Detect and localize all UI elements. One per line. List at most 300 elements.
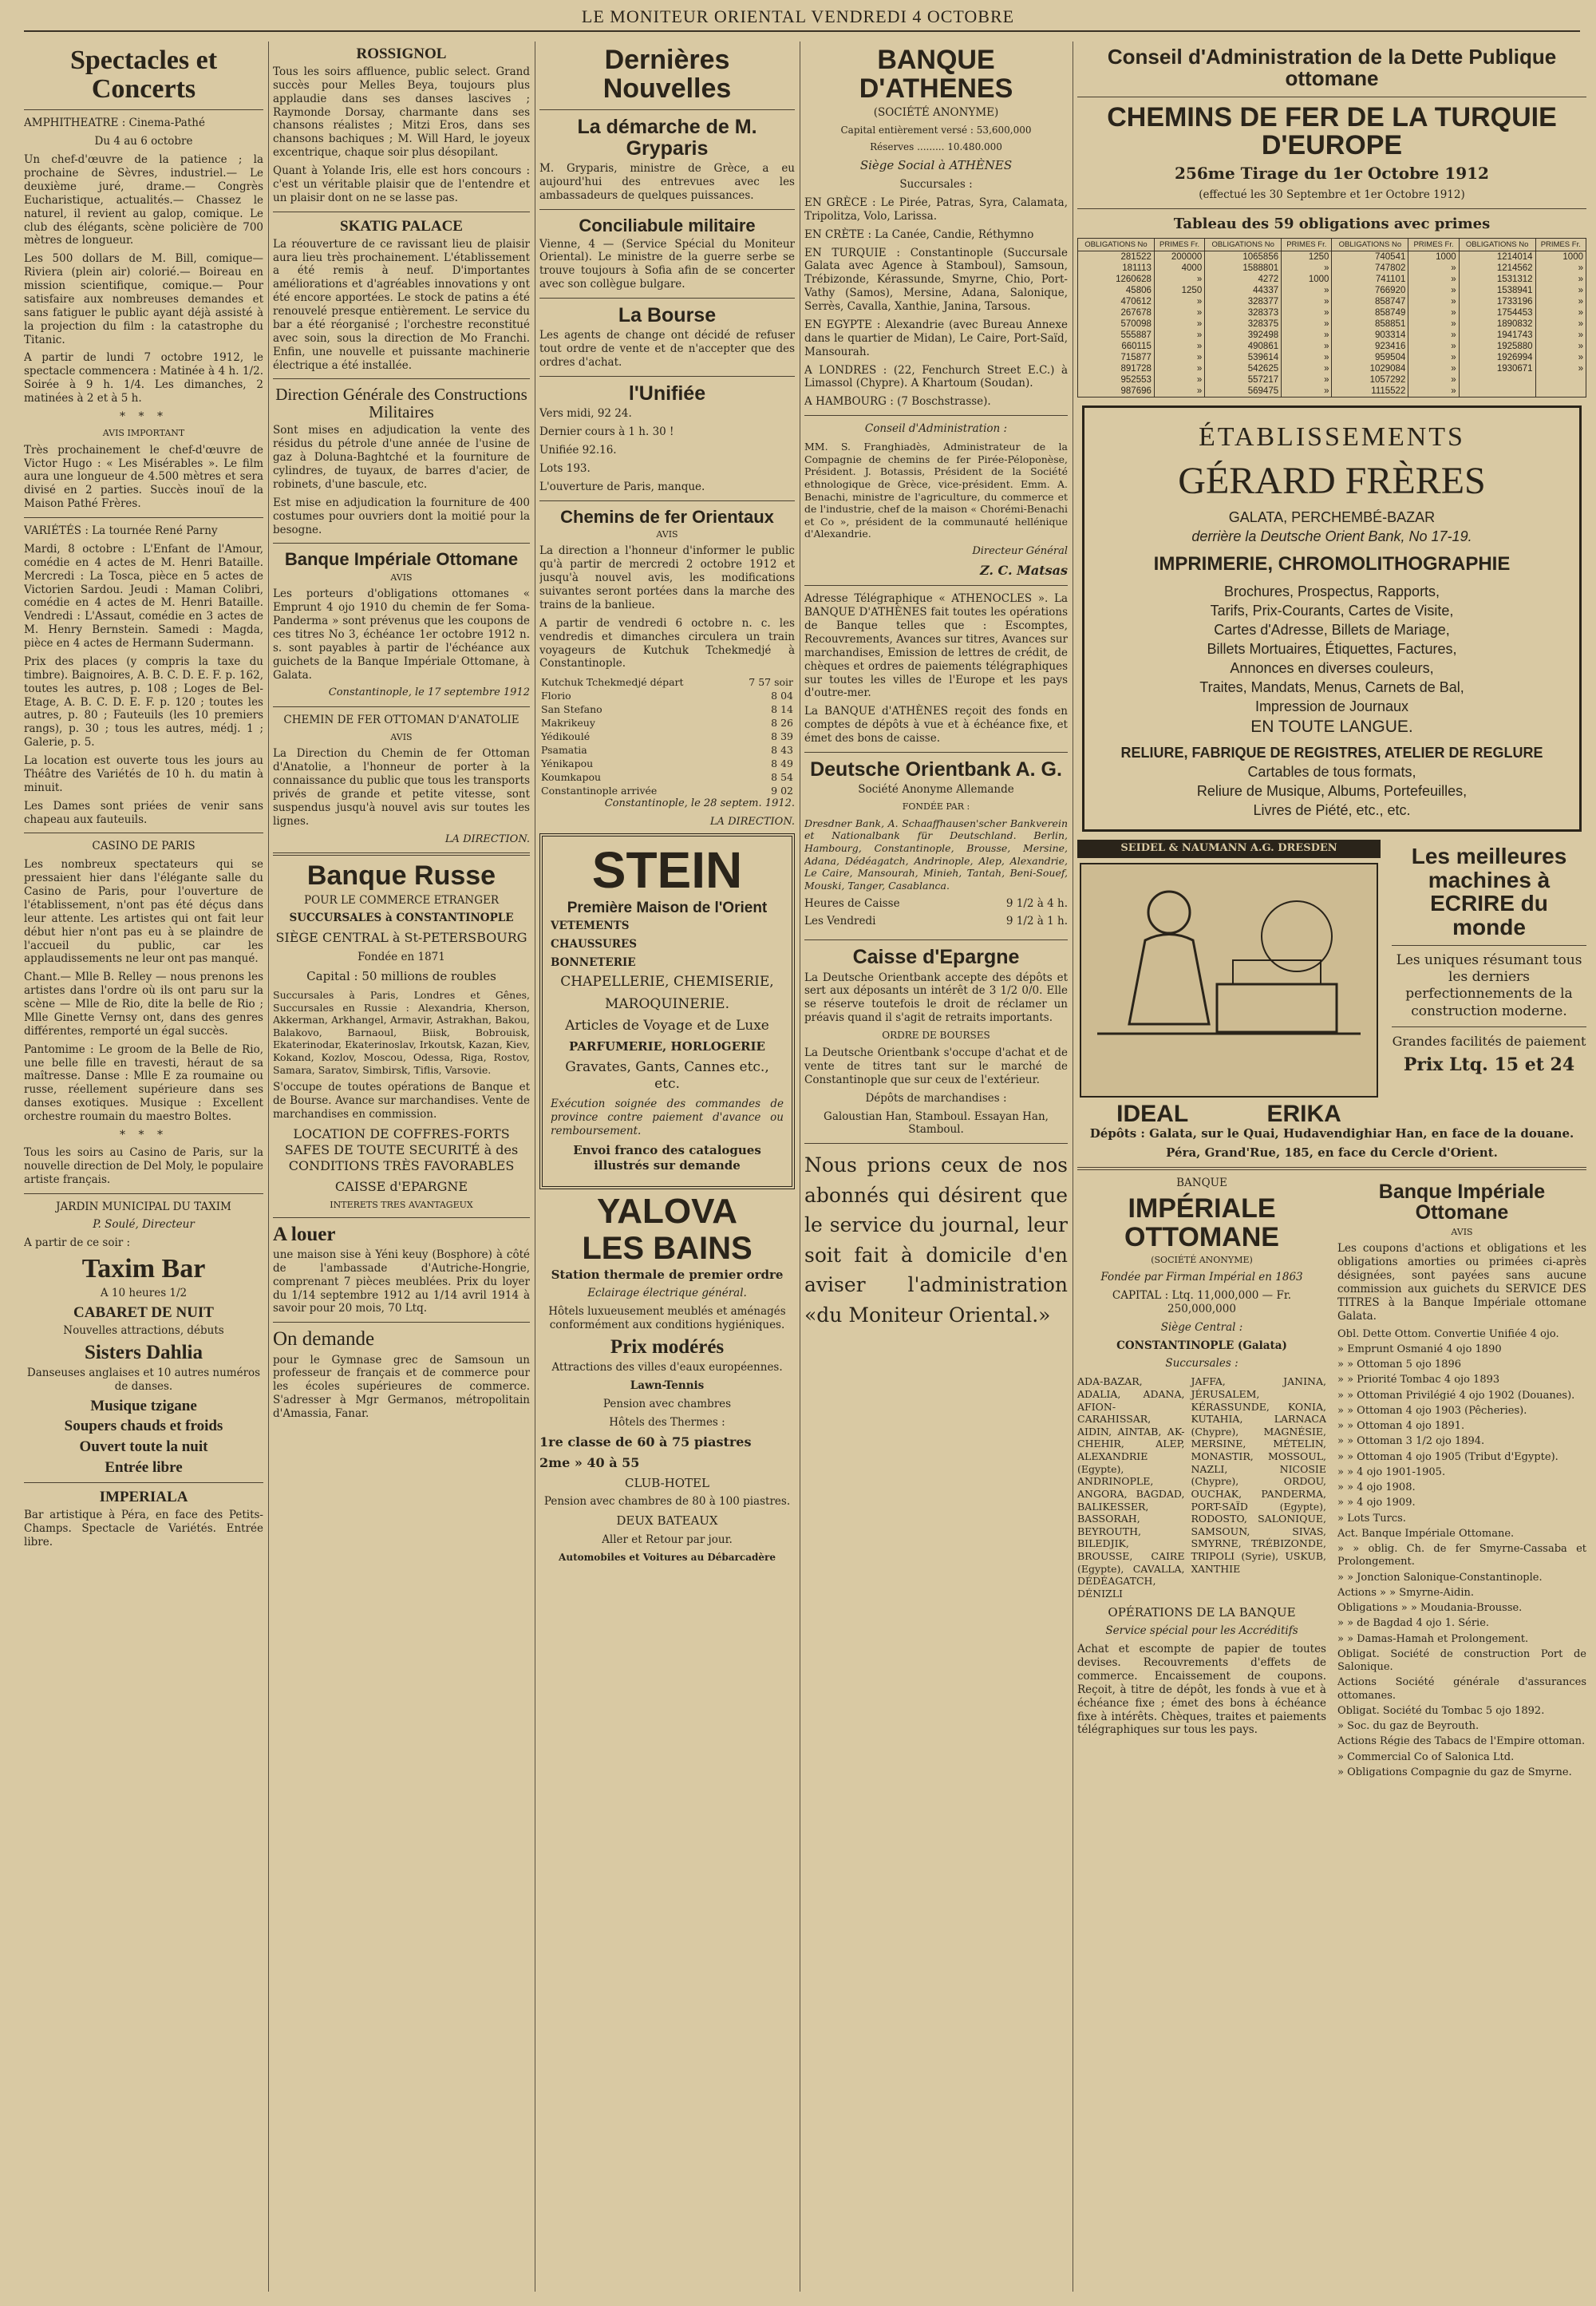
demande-text: pour le Gymnase grec de Samsoun un professeur de français et de commerce pour les écoles supérieures de commerce. S'adresser à Mgr Germanos, métropolitain d'Amassia, Fanar. xyxy=(273,1353,530,1420)
bond-prime: 1250 xyxy=(1154,285,1204,296)
tirage-sub: (effectué les 30 Septembre et 1er Octobre 1912) xyxy=(1199,188,1465,201)
bond-number: 4272 xyxy=(1205,274,1282,285)
divider xyxy=(24,1193,263,1194)
bonds-row xyxy=(1078,251,1586,263)
conseil-heading: Conseil d'Administration : xyxy=(864,422,1008,436)
divider xyxy=(1077,1167,1586,1170)
dob-text: Dresdner Bank, A. Schaaffhausen'scher Bankverein et Nationalbank für Deutschland. Berlin, Hambourg, Constantinople, Brousse, Mersine, Adana, Dédéagatch, Andrinople, Alep, Alexandrie, Le Caire, Mansourah, Minieh, Tantah, Beni-Souef, Mouski, Tanger, Casablanca. xyxy=(804,817,1068,892)
avis-heading: AVIS IMPORTANT xyxy=(102,427,185,438)
bond-number: 44337 xyxy=(1205,285,1282,296)
separator-stars: * * * xyxy=(120,409,168,423)
bourse-text: Les agents de change ont décidé de refuser tout ordre de vente et de n'accepter que des ordres d'achat. xyxy=(539,329,795,370)
timetable-time: 8 49 xyxy=(771,757,793,770)
gryparis-heading: La démarche de M. Gryparis xyxy=(577,116,757,160)
bonds-header: OBLIGATIONS No xyxy=(1332,239,1408,251)
taxim-bar: Taxim Bar xyxy=(81,1254,206,1284)
heures-value: 9 1/2 à 4 h. xyxy=(1005,896,1068,910)
timetable-station: Psamatia xyxy=(541,744,587,757)
timetable-row xyxy=(539,675,795,689)
bond-prime xyxy=(1535,386,1586,398)
stein-line: PARFUMERIE, HORLOGERIE xyxy=(569,1039,765,1054)
timetable-row xyxy=(539,689,795,702)
bond-prime: » xyxy=(1408,352,1459,363)
casino-text: Chant.— Mlle B. Relley — nous prenons les artistes dans l'ordre où ils ont paru sur la scène — Mlle de Rio, dite la belle de Rio ; Mlle Ginette Vernsy ont, dans des genres différentes, remporté un égal succès. xyxy=(24,971,263,1038)
yalova-hotels: Hôtels des Thermes : xyxy=(609,1415,725,1429)
gerard-line: Reliure de Musique, Albums, Portefeuilles, xyxy=(1196,783,1468,800)
skatig-text: La réouverture de ce ravissant lieu de plaisir aura lieu très prochainement. L'établissement a été remis à neuf. D'importantes améliorations et d'agréables innovations y ont été encore apportées. Le stock de patins a été renouvelé presque entièrement. Le service du bar a été réorganisé ; l'orchestre reconstitué avec soin, sous la direction de Mo Franchi. Enfin, une nouvelle et puissante machinerie électrique a été installée. xyxy=(273,237,530,372)
gerard-addr2: derrière la Deutsche Orient Bank, No 17-19. xyxy=(1191,528,1472,545)
taxim-hours: A 10 heures 1/2 xyxy=(100,1286,188,1299)
running-head: LE MONITEUR ORIENTAL VENDREDI 4 OCTOBRE xyxy=(581,6,1015,26)
top-rule xyxy=(24,30,1580,32)
stein-line: VETEMENTS xyxy=(551,919,630,932)
bio3-item: » » de Bagdad 4 ojo 1. Série. xyxy=(1337,1617,1490,1630)
bond-prime: » xyxy=(1154,274,1204,285)
timetable-time: 8 14 xyxy=(771,703,793,716)
dg-text: Sont mises en adjudication la vente des résidus du pétrole d'une année de l'usine de gaz à Doluna-Baghtché et la fourniture de cylindres, de tuyaux, de barres d'acier, de robinets, d'une bascule, etc. xyxy=(273,424,530,491)
bond-prime: » xyxy=(1282,374,1332,386)
divider xyxy=(1392,945,1586,946)
athenes-turquie: EN TURQUIE : Constantinople (Succursale Galata avec Agence à Stamboul), Samsoun, Trébizonde, Kérassunde, Smyrne, Chio, Port-Vathy (Samos), Mersine, Adana, Salonique, Serrès, Cavalla, Xanthie, Janina, Tarsous. xyxy=(804,246,1068,313)
separator-stars: * * * xyxy=(120,1128,168,1141)
athenes-capital: Capital entièrement versé : 53,600,000 xyxy=(840,125,1032,136)
yalova-prix: Prix modérés xyxy=(610,1335,725,1358)
timetable-row xyxy=(539,770,795,784)
bond-prime: » xyxy=(1535,318,1586,330)
yalova-bains: LES BAINS xyxy=(582,1230,753,1266)
divider xyxy=(273,852,530,856)
bonds-row xyxy=(1078,341,1586,352)
bond-prime: » xyxy=(1535,274,1586,285)
bonds-row xyxy=(1078,352,1586,363)
typewriter-depots: Dépôts : Galata, sur le Quai, Hudavendighiar Han, en face de la douane. xyxy=(1089,1125,1574,1141)
imperiala-heading: IMPERIALA xyxy=(99,1489,188,1506)
bond-prime: » xyxy=(1408,318,1459,330)
vendredi-row xyxy=(804,915,1068,933)
divider xyxy=(273,378,530,379)
concil-text: Vienne, 4 — (Service Spécial du Moniteur Oriental). Le ministre de la guerre serbe se trouve toujours à Sofia afin de se concerter avec son collègue bulgare. xyxy=(539,237,795,291)
cabaret-sub: Nouvelles attractions, débuts xyxy=(63,1323,224,1337)
divider xyxy=(273,706,530,707)
bond-prime: » xyxy=(1535,352,1586,363)
divider xyxy=(804,1143,1068,1144)
yalova-classe: 2me » 40 à 55 xyxy=(539,1454,640,1470)
column-1 xyxy=(24,42,263,2292)
divider xyxy=(273,543,530,544)
bond-prime: » xyxy=(1535,307,1586,318)
bonds-header: PRIMES Fr. xyxy=(1408,239,1459,251)
bio3-item: » » Ottoman Privilégié 4 ojo 1902 (Douanes). xyxy=(1337,1389,1575,1402)
stein-line: MAROQUINERIE. xyxy=(604,995,729,1012)
bond-number: 740541 xyxy=(1332,251,1408,263)
bond-prime: » xyxy=(1154,330,1204,341)
divider xyxy=(539,209,795,210)
cfo-signature: LA DIRECTION. xyxy=(444,833,530,845)
bio2-ops: OPÉRATIONS DE LA BANQUE xyxy=(1108,1604,1296,1620)
bio3-text: Les coupons d'actions et obligations et les obligations amorties ou primées ci-après désignées, sont payées sans aucune commission aux guichets du SERVICE DES TITRES à la Banque Impériale ottomane Galata. xyxy=(1337,1242,1586,1323)
bio-text: Les porteurs d'obligations ottomanes « Emprunt 4 ojo 1910 du chemin de fer Soma-Panderma » sont prévenus que les coupons de ces titres No 3, échéance 1er octobre 1912 n. s. sont payables à partir de l'échéance aux guichets de la Banque Impériale Ottomane, à Galata. xyxy=(273,587,530,682)
bond-number: 542625 xyxy=(1205,363,1282,374)
cfor-date: Constantinople, le 28 septem. 1912. xyxy=(604,797,795,810)
bond-prime: 4000 xyxy=(1154,263,1204,274)
heures-row xyxy=(804,897,1068,916)
gryparis-text: M. Gryparis, ministre de Grèce, a eu aujourd'hui des entrevues avec les ambassadeurs de quelques puissances. xyxy=(539,161,795,202)
bond-number: 1260628 xyxy=(1078,274,1155,285)
bonds-header: PRIMES Fr. xyxy=(1535,239,1586,251)
cfo-avis: AVIS xyxy=(390,731,413,742)
concil-heading: Conciliabule militaire xyxy=(579,215,756,235)
timetable-station: San Stefano xyxy=(541,703,602,716)
bond-number: 923416 xyxy=(1332,341,1408,352)
bio2-fondee: Fondée par Firman Impérial en 1863 xyxy=(1100,1271,1303,1284)
bio2-siege: Siège Central : xyxy=(1160,1320,1243,1334)
divider xyxy=(539,500,795,501)
tirage: 256me Tirage du 1er Octobre 1912 xyxy=(1175,163,1489,183)
stein-line: Articles de Voyage et de Luxe xyxy=(565,1017,769,1034)
bio-avis: AVIS xyxy=(390,572,413,583)
bio2-capital: CAPITAL : Ltq. 11,000,000 — Fr. 250,000,000 xyxy=(1112,1288,1292,1315)
amphi-text: Un chef-d'œuvre de la patience ; la prochaine de Sèvres, industriel.— Le deuxième juré, drame.— Congrès Eucharistique, actualités.— Chassez le naturel, il revient au galop, comique. Le club des élégants, scène policière de 700 mètres de longueur. xyxy=(24,153,263,247)
unifiee-line: Lots 193. xyxy=(539,461,591,475)
yalova-ecl: Eclairage électrique général. xyxy=(587,1287,747,1300)
rossignol-heading: ROSSIGNOL xyxy=(356,45,447,62)
bond-prime: » xyxy=(1154,352,1204,363)
bond-prime: » xyxy=(1282,285,1332,296)
divider xyxy=(1077,208,1586,209)
bond-number: 490861 xyxy=(1205,341,1282,352)
amphi-text: A partir de lundi 7 octobre 1912, le spectacle commencera : Matinée à 4 h. 1/2. Soirée à 9 h. 1/4. Les dimanches, 2 matinées à 2 et à 5 h. xyxy=(24,351,263,405)
vendredi-label: Les Vendredi xyxy=(804,915,876,928)
timetable xyxy=(539,675,795,797)
timetable-row xyxy=(539,702,795,716)
divider xyxy=(273,1322,530,1323)
divider xyxy=(804,415,1068,416)
bond-prime: » xyxy=(1154,386,1204,398)
cfo-heading: CHEMIN DE FER OTTOMAN D'ANATOLIE xyxy=(283,713,519,726)
gerard-line: Traites, Mandats, Menus, Carnets de Bal, xyxy=(1199,679,1464,696)
unifiee-line: L'ouverture de Paris, manque. xyxy=(539,480,705,493)
russe-siege: SIÈGE CENTRAL à St-PETERSBOURG xyxy=(275,930,527,946)
depot-march: Dépôts de marchandises : xyxy=(865,1091,1007,1105)
ouvert: Ouvert toute la nuit xyxy=(79,1438,208,1456)
rossignol-text: Tous les soirs affluence, public select. Grand succès pour Melles Beya, toujours plus applaudie dans ses danses lascives ; Raymonde Dorsay, charmante dans ses chansons réalistes ; Mitzi Eros, dans ses chansons bachiques ; M. Will Hard, le joyeux excentrique, chaque soir plus désopilant. xyxy=(273,65,530,160)
russe-text: S'occupe de toutes opérations de Banque et de Bourse. Avance sur marchandises. Vente de marchandises en commission. xyxy=(273,1081,530,1121)
divider xyxy=(539,376,795,377)
gerard-line: Tarifs, Prix-Courants, Cartes de Visite, xyxy=(1210,603,1454,619)
bond-prime: » xyxy=(1282,307,1332,318)
stein-line: Gravates, Gants, Cannes etc., etc. xyxy=(565,1058,769,1093)
timetable-station: Yénikapou xyxy=(541,757,594,770)
bio3-item: » Soc. du gaz de Beyrouth. xyxy=(1337,1720,1479,1733)
unifiee-line: Dernier cours à 1 h. 30 ! xyxy=(539,425,674,439)
bond-number: 987696 xyxy=(1078,386,1155,398)
bio3-item: Actions » » Smyrne-Aidin. xyxy=(1337,1586,1475,1599)
amphi-dates: Du 4 au 6 octobre xyxy=(94,135,193,148)
bio3-item: » » 4 ojo 1901-1905. xyxy=(1337,1465,1446,1478)
stein-name: STEIN xyxy=(591,841,743,899)
timetable-station: Kutchuk Tchekmedjé départ xyxy=(541,676,684,689)
bond-number: 539614 xyxy=(1205,352,1282,363)
bond-number: 858749 xyxy=(1332,307,1408,318)
sisters-dahlia: Sisters Dahlia xyxy=(85,1341,203,1363)
bond-prime xyxy=(1535,374,1586,386)
depots-text: La BANQUE d'ATHÈNES reçoit des fonds en comptes de dépôts à vue et à échéance fixe, et émet des bons de caisse. xyxy=(804,705,1068,745)
bond-number: 1214014 xyxy=(1459,251,1535,263)
bonds-row xyxy=(1078,363,1586,374)
divider xyxy=(804,939,1068,940)
divider xyxy=(1392,1026,1586,1027)
athenes-heading: BANQUE D'ATHENES xyxy=(859,45,1013,104)
bio-heading: Banque Impériale Ottomane xyxy=(284,549,519,570)
ce-text: La Deutsche Orientbank accepte des dépôts et sert aux déposants un intérêt de 3 1/2 0/0. Elle se réserve toutefois le droit de réclamer un préavis quand il s'agit de retraits importants. xyxy=(804,971,1068,1025)
machines-text: Les uniques résumant tous les derniers perfectionnements de la construction moderne. xyxy=(1396,951,1582,1019)
bond-number: 181113 xyxy=(1078,263,1155,274)
bond-prime: » xyxy=(1408,363,1459,374)
bourse-heading: La Bourse xyxy=(618,304,717,327)
bond-number: 1538941 xyxy=(1459,285,1535,296)
heures-label: Heures de Caisse xyxy=(804,896,900,910)
ce-heading: Caisse d'Epargne xyxy=(852,946,1020,969)
column-rule xyxy=(268,42,269,2292)
yalova-bateaux: DEUX BATEAUX xyxy=(616,1513,718,1529)
machines-prix: Prix Ltq. 15 et 24 xyxy=(1403,1054,1575,1075)
bonds-row xyxy=(1078,318,1586,330)
divider xyxy=(539,109,795,110)
bond-prime: » xyxy=(1282,386,1332,398)
bond-prime: 1000 xyxy=(1408,251,1459,263)
bond-number: 267678 xyxy=(1078,307,1155,318)
bond-number xyxy=(1459,386,1535,398)
location-text: La location est ouverte tous les jours au Théâtre des Variétés de 10 h. du matin à minuit. xyxy=(24,754,263,794)
avis-text: Très prochainement le chef-d'œuvre de Victor Hugo : « Les Misérables ». Le film aura une longueur de 4.500 mètres et sera divisé en 2 parties. Succès inouï de la Maison Pathé Frères. xyxy=(24,443,263,511)
bond-number: 952553 xyxy=(1078,374,1155,386)
yalova-pension: Pension avec chambres xyxy=(602,1397,732,1410)
bonds-table xyxy=(1077,238,1586,398)
varietes-heading: VARIÉTÉS : La tournée René Parny xyxy=(24,524,218,537)
bio3-item: » » 4 ojo 1909. xyxy=(1337,1497,1416,1509)
bond-number: 1890832 xyxy=(1459,318,1535,330)
bio3-avis: AVIS xyxy=(1451,1226,1473,1237)
bond-prime: » xyxy=(1282,352,1332,363)
bond-prime: 200000 xyxy=(1154,251,1204,263)
bond-prime: » xyxy=(1282,341,1332,352)
bio2-branch-list: JAFFA, JANINA, JÉRUSALEM, KÉRASSUNDE, KONIA, KUTAHIA, LARNACA (Chypre), MAGNÉSIE, MERSINE, MÉTELIN, MONASTIR, MOSSOUL, NAZLI, NICOSIE (Chypre), ORDOU, OUCHAK, PANDERMA, PORT-SAÏD (Egypte), RODOSTO, SALONIQUE, SAMSOUN, SIVAS, SMYRNE, TRÉBIZONDE, TRIPOLI (Syrie), USKUB, XANTHIE xyxy=(1191,1375,1326,1575)
bond-prime: » xyxy=(1154,374,1204,386)
yalova-classe: 1re classe de 60 à 75 piastres xyxy=(539,1434,752,1450)
machines-facilites: Grandes facilités de paiement xyxy=(1392,1033,1586,1049)
bond-number: 555887 xyxy=(1078,330,1155,341)
typewriter-brands xyxy=(1077,1102,1381,1126)
timetable-time: 8 43 xyxy=(771,744,793,757)
bond-number: 392498 xyxy=(1205,330,1282,341)
bond-prime: 1000 xyxy=(1535,251,1586,263)
bond-prime: » xyxy=(1535,296,1586,307)
bio3-item: Obl. Dette Ottom. Convertie Unifiée 4 ojo. xyxy=(1337,1327,1559,1340)
timetable-station: Yédikoulé xyxy=(541,730,591,743)
yalova-club: CLUB-HOTEL xyxy=(625,1475,709,1490)
bond-number: 715877 xyxy=(1078,352,1155,363)
bio3-item: » Commercial Co of Salonica Ltd. xyxy=(1337,1750,1515,1763)
bio3-list xyxy=(1337,1328,1586,1780)
russe-fonde: Fondée en 1871 xyxy=(358,951,445,964)
bonds-row xyxy=(1078,386,1586,398)
bond-number: 328375 xyxy=(1205,318,1282,330)
bond-prime: » xyxy=(1408,263,1459,274)
stein-envoi: Envoi franco des catalogues illustrés sur demande xyxy=(573,1143,761,1173)
bond-number xyxy=(1459,374,1535,386)
bond-prime: » xyxy=(1154,341,1204,352)
gerard-line: Cartes d'Adresse, Billets de Mariage, xyxy=(1214,622,1450,639)
dames-text: Les Dames sont priées de venir sans chapeau aux fauteuils. xyxy=(24,799,263,826)
bond-number: 1588801 xyxy=(1205,263,1282,274)
bio3-item: » » oblig. Ch. de fer Smyrne-Cassaba et Prolongement. xyxy=(1337,1543,1586,1568)
louer-text: une maison sise à Yéni keuy (Bosphore) à côté de l'ambassade d'Autriche-Hongrie, comprenant 7 pièces meublées. Prix du loyer du 1/14 septembre 1912 au 1/14 avril 1914 à savoir pour 20 mois, 70 Ltq. xyxy=(273,1248,530,1315)
russe-succ: SUCCURSALES à CONSTANTINOPLE xyxy=(289,912,514,925)
gerard-line: Cartables de tous formats, xyxy=(1247,764,1416,781)
bond-prime: » xyxy=(1154,318,1204,330)
unifiee-line: Vers midi, 92 24. xyxy=(539,407,632,421)
tableau-heading: Tableau des 59 obligations avec primes xyxy=(1173,215,1491,232)
bonds-row xyxy=(1078,274,1586,285)
bond-number: 1925880 xyxy=(1459,341,1535,352)
bond-number: 328373 xyxy=(1205,307,1282,318)
cfor-text: La direction a l'honneur d'informer le public qu'à partir de mercredi 2 octobre 1912 et jusqu'à nouvel avis, les modifications suivantes seront portées dans la marche des trains de la banlieue. xyxy=(539,544,795,611)
divider xyxy=(804,585,1068,586)
column-4 xyxy=(804,42,1068,2292)
bio3-item: Obligat. Société du Tombac 5 ojo 1892. xyxy=(1337,1704,1545,1717)
bio3-item: » Emprunt Osmanié 4 ojo 1890 xyxy=(1337,1343,1502,1355)
bio3-item: » » Ottoman 4 ojo 1905 (Tribut d'Egypte). xyxy=(1337,1450,1558,1463)
athenes-hambourg: A HAMBOURG : (7 Boschstrasse). xyxy=(804,395,991,409)
dob-sub: Société Anonyme Allemande xyxy=(858,783,1014,797)
jardin-director: P. Soulé, Directeur xyxy=(93,1218,195,1232)
bond-number: 747802 xyxy=(1332,263,1408,274)
russe-text: Succursales à Paris, Londres et Gênes, Succursales en Russie : Alexandria, Kherson, Akkerman, Arkhangel, Armavir, Astrakhan, Bakou, Balakovo, Barnaoul, Biisk, Bobrouisk, Ekaterinodar, Ekaterinoslav, Irkoutsk, Kazan, Kiev, Kokand, Kozlov, Moscou, Odessa, Riga, Rostov, Samara, Saratov, Simbirsk, Tiflis, Varsovie. xyxy=(273,988,530,1076)
amphi-heading: AMPHITHEATRE : Cinema-Pathé xyxy=(24,117,205,130)
bond-number: 858851 xyxy=(1332,318,1408,330)
bond-prime: » xyxy=(1535,263,1586,274)
soupers: Soupers chauds et froids xyxy=(64,1418,223,1435)
typewriter-ad xyxy=(1077,840,1586,1125)
yalova-attr: Attractions des villes d'eaux européennes. xyxy=(551,1361,783,1375)
yalova-text: Hôtels luxueusement meublés et aménagés conformément aux conditions hygiéniques. xyxy=(548,1305,786,1331)
bond-prime: » xyxy=(1408,274,1459,285)
timetable-time: 8 54 xyxy=(771,771,793,784)
caisse-sub: INTERETS TRES AVANTAGEUX xyxy=(330,1199,473,1210)
bond-number: 1214562 xyxy=(1459,263,1535,274)
dn-heading: Dernières Nouvelles xyxy=(602,45,732,104)
bond-number: 470612 xyxy=(1078,296,1155,307)
musique-tzigane: Musique tzigane xyxy=(90,1397,197,1414)
bond-number: 766920 xyxy=(1332,285,1408,296)
typewriter-illustration xyxy=(1080,863,1378,1098)
bond-number: 1057292 xyxy=(1332,374,1408,386)
timetable-row xyxy=(539,784,795,797)
vendredi-value: 9 1/2 à 1 h. xyxy=(1005,915,1068,928)
bond-prime: » xyxy=(1408,296,1459,307)
bond-number: 891728 xyxy=(1078,363,1155,374)
gerard-name: GÉRARD FRÈRES xyxy=(1178,460,1486,503)
bio2-succ: Succursales : xyxy=(1165,1357,1238,1371)
bond-number: 557217 xyxy=(1205,374,1282,386)
yalova-tennis: Lawn-Tennis xyxy=(630,1379,705,1392)
caisse: CAISSE d'EPARGNE xyxy=(334,1178,468,1194)
dob-heading: Deutsche Orientbank A. G. xyxy=(810,757,1062,781)
bio-signature: Constantinople, le 17 septembre 1912 xyxy=(328,686,530,699)
bio3-item: » » Jonction Salonique-Constantinople. xyxy=(1337,1571,1543,1584)
cabaret: CABARET DE NUIT xyxy=(73,1303,214,1321)
timetable-row xyxy=(539,743,795,757)
stein-line: CHAUSSURES xyxy=(551,937,637,951)
yalova-sub: Station thermale de premier ordre xyxy=(551,1267,784,1282)
bond-prime: » xyxy=(1408,285,1459,296)
column-2 xyxy=(273,42,530,2292)
gerard-line: Brochures, Prospectus, Rapports, xyxy=(1223,583,1440,600)
bio3-item: » » Damas-Hamah et Prolongement. xyxy=(1337,1632,1529,1645)
bond-prime: » xyxy=(1408,341,1459,352)
bond-number: 903314 xyxy=(1332,330,1408,341)
bonds-header-row xyxy=(1078,239,1586,251)
bond-number: 1531312 xyxy=(1459,274,1535,285)
bio3-heading: Banque Impériale Ottomane xyxy=(1378,1181,1546,1224)
bio2-ops-text: Achat et escompte de papier de toutes devises. Recouvrements d'effets de commerce. Encaissement de coupons. Reçoit, à titre de dépôt, les fonds à vue et à échéance fixe ; émet des bons à échéance fixe à intérêts. Chèques, traites et paiements télégraphiques sur tous les pays. xyxy=(1077,1643,1326,1737)
bond-number: 570098 xyxy=(1078,318,1155,330)
conseil-sig: Directeur Général xyxy=(972,545,1068,557)
bio3-item: Obligations » » Moudania-Brousse. xyxy=(1337,1602,1523,1615)
bond-number: 281522 xyxy=(1078,251,1155,263)
cfor-signature: LA DIRECTION. xyxy=(709,815,795,828)
entree-libre: Entrée libre xyxy=(105,1459,183,1477)
bond-prime: » xyxy=(1535,341,1586,352)
skatig-heading: SKATIG PALACE xyxy=(340,217,463,235)
russe-heading: Banque Russe xyxy=(306,860,496,891)
timetable-time: 8 39 xyxy=(771,730,793,743)
bio2-sa: (SOCIÉTÉ ANONYME) xyxy=(1151,1255,1253,1266)
abonnes-notice: Nous prions ceux de nos abonnés qui désirent que le service du journal, leur soit fait à domicile d'en aviser l'administration «du Moniteur Oriental.» xyxy=(804,1153,1068,1327)
spectacles-title: Spectacles et Concerts xyxy=(69,45,218,104)
bond-number: 45806 xyxy=(1078,285,1155,296)
gerard-imp: IMPRIMERIE, CHROMOLITHOGRAPHIE xyxy=(1153,553,1511,576)
bond-prime: » xyxy=(1408,307,1459,318)
timetable-station: Koumkapou xyxy=(541,771,602,784)
bonds-row xyxy=(1078,374,1586,386)
brand-erika: ERIKA xyxy=(1266,1100,1341,1127)
yalova-auto: Automobiles et Voitures au Débarcadère xyxy=(559,1551,776,1563)
typewriter-pera: Péra, Grand'Rue, 185, en face du Cercle d'Orient. xyxy=(1166,1145,1498,1161)
bond-number: 959504 xyxy=(1332,352,1408,363)
imperiala-text: Bar artistique à Péra, en face des Petits-Champs. Spectacle de Variétés. Entrée libre. xyxy=(24,1509,263,1549)
prix-text: Prix des places (y compris la taxe du timbre). Baignoires, A. B. C. D. E. F. p. 162, toutes les autres, p. 108 ; Loges de Bel-Etage, A. B. C. D. E. F. p. 120 ; toutes les autres, p. 80 ; Fauteuils (les 10 premiers rangs), p. 30 ; tous les autres, médj. 1 ; Galerie, p. 5. xyxy=(24,655,263,750)
bonds-row xyxy=(1078,330,1586,341)
jardin-from: A partir de ce soir : xyxy=(24,1236,131,1250)
ordres-heading: ORDRE DE BOURSES xyxy=(882,1030,990,1041)
unifiee-heading: l'Unifiée xyxy=(628,382,706,405)
athenes-londres: A LONDRES : (22, Fenchurch Street E.C.) à Limassol (Chypre). A Khartoum (Soudan). xyxy=(804,363,1068,390)
gerard-reliure: RELIURE, FABRIQUE DE REGISTRES, ATELIER DE REGLURE xyxy=(1120,745,1543,761)
timetable-row xyxy=(539,757,795,770)
athenes-grece: EN GRÈCE : Le Pirée, Patras, Syra, Calamata, Tripolitza, Volo, Larissa. xyxy=(804,196,1068,223)
gerard-line: Billets Mortuaires, Étiquettes, Factures, xyxy=(1207,641,1457,658)
yalova-aller: Aller et Retour par jour. xyxy=(602,1533,733,1546)
yalova-name: YALOVA xyxy=(596,1191,738,1231)
stein-sub: Première Maison de l'Orient xyxy=(567,899,768,916)
conseil-sig-name: Z. C. Matsas xyxy=(980,563,1068,579)
bond-prime: » xyxy=(1282,318,1332,330)
bio2-heading: IMPÉRIALE OTTOMANE xyxy=(1124,1193,1279,1252)
bio2-ops-sub: Service spécial pour les Accréditifs xyxy=(1105,1624,1298,1638)
timetable-station: Constantinople arrivée xyxy=(541,785,658,797)
bond-prime: » xyxy=(1408,330,1459,341)
